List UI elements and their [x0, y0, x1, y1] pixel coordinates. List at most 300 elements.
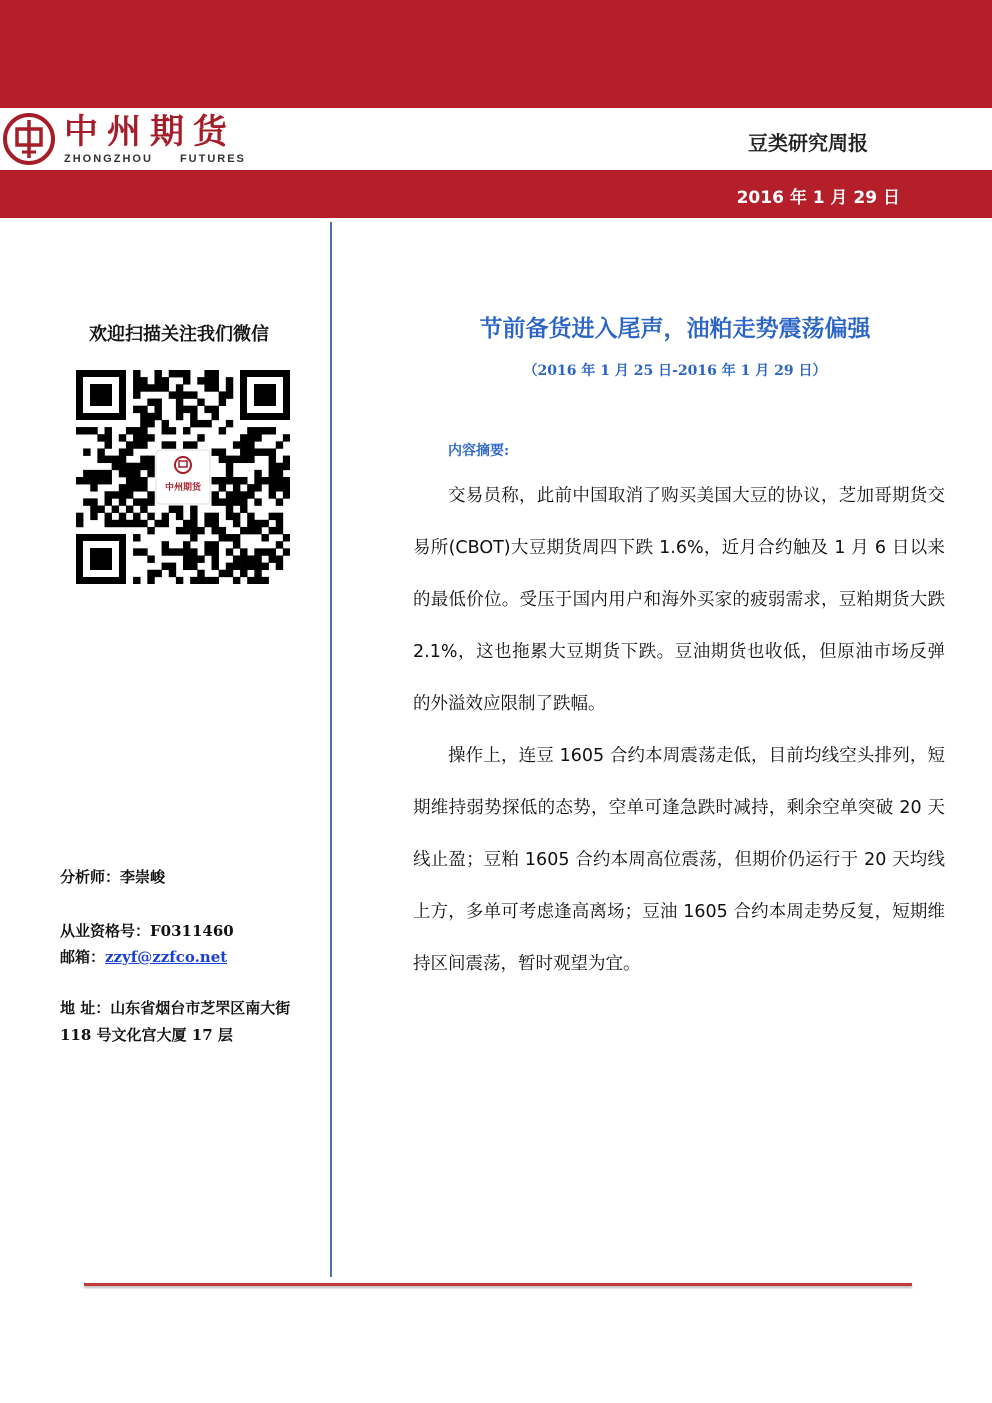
qr-module — [97, 434, 104, 441]
qr-module — [212, 448, 219, 455]
qr-module — [212, 370, 219, 377]
qr-module — [269, 484, 276, 491]
qr-module — [147, 555, 154, 562]
qr-module — [190, 406, 197, 413]
summary-label: 内容摘要: — [448, 443, 510, 459]
qr-module — [283, 456, 290, 463]
qr-logo-text: 中州期货 — [164, 483, 202, 493]
qr-module — [254, 527, 261, 534]
qr-module — [176, 399, 183, 406]
license-line — [60, 920, 234, 941]
qr-module — [105, 470, 112, 477]
qr-module — [169, 506, 176, 513]
qr-module — [283, 491, 290, 498]
qr-module — [105, 498, 112, 505]
qr-module — [176, 506, 183, 513]
qr-module — [105, 441, 112, 448]
qr-module — [247, 527, 254, 534]
qr-module — [190, 555, 197, 562]
qr-module — [162, 520, 169, 527]
qr-module — [233, 441, 240, 448]
qr-module — [169, 548, 176, 555]
qr-module — [190, 391, 197, 398]
qr-module — [183, 406, 190, 413]
qr-module — [240, 498, 247, 505]
qr-module — [140, 427, 147, 434]
qr-module — [240, 570, 247, 577]
qr-module — [90, 470, 97, 477]
qr-module — [176, 406, 183, 413]
qr-module — [119, 463, 126, 470]
qr-module — [119, 513, 126, 520]
qr-module — [97, 477, 104, 484]
qr-module — [240, 477, 247, 484]
qr-module — [226, 570, 233, 577]
qr-module — [190, 413, 197, 420]
qr-module — [197, 555, 204, 562]
qr-module — [83, 498, 90, 505]
qr-module — [219, 527, 226, 534]
qr-module — [183, 370, 190, 377]
qr-module — [276, 470, 283, 477]
qr-module — [105, 520, 112, 527]
qr-module — [283, 534, 290, 541]
qr-module — [254, 470, 261, 477]
qr-module — [105, 513, 112, 520]
qr-module — [204, 520, 211, 527]
qr-module — [247, 491, 254, 498]
qr-module — [254, 477, 261, 484]
qr-module — [254, 577, 261, 584]
qr-module — [269, 548, 276, 555]
qr-module — [119, 470, 126, 477]
qr-module — [240, 434, 247, 441]
analyst-line — [60, 866, 165, 887]
qr-module — [183, 548, 190, 555]
qr-module — [112, 456, 119, 463]
qr-module — [269, 491, 276, 498]
qr-module — [140, 413, 147, 420]
qr-module — [76, 520, 83, 527]
qr-module — [261, 534, 268, 541]
qr-module — [169, 427, 176, 434]
qr-module — [133, 391, 140, 398]
qr-module — [154, 377, 161, 384]
qr-module — [97, 470, 104, 477]
qr-module — [154, 413, 161, 420]
qr-module — [112, 491, 119, 498]
qr-module — [154, 370, 161, 377]
qr-module — [212, 491, 219, 498]
qr-module — [183, 555, 190, 562]
address-label: 地 址： — [60, 999, 111, 1017]
qr-module — [140, 463, 147, 470]
qr-module — [83, 477, 90, 484]
qr-module — [276, 555, 283, 562]
report-type-title: 豆类研究周报 — [748, 131, 868, 155]
qr-module — [119, 491, 126, 498]
qr-module — [190, 577, 197, 584]
sidebar — [0, 222, 330, 1282]
qr-module — [83, 427, 90, 434]
qr-module — [219, 448, 226, 455]
qr-module — [283, 548, 290, 555]
qr-module — [183, 377, 190, 384]
qr-module — [176, 527, 183, 534]
qr-module — [204, 420, 211, 427]
qr-module — [119, 484, 126, 491]
qr-module — [204, 370, 211, 377]
qr-module — [212, 555, 219, 562]
qr-module — [162, 377, 169, 384]
qr-module — [197, 399, 204, 406]
wechat-qr-code — [76, 370, 290, 584]
qr-module — [133, 477, 140, 484]
qr-module — [126, 427, 133, 434]
qr-module — [147, 513, 154, 520]
qr-module — [219, 498, 226, 505]
qr-module — [212, 520, 219, 527]
qr-module — [219, 391, 226, 398]
qr-module — [240, 555, 247, 562]
qr-module — [204, 541, 211, 548]
qr-module — [283, 477, 290, 484]
qr-module — [219, 456, 226, 463]
qr-module — [133, 498, 140, 505]
qr-module — [212, 377, 219, 384]
qr-module — [119, 520, 126, 527]
qr-module — [190, 506, 197, 513]
qr-module — [76, 427, 83, 434]
qr-module — [197, 377, 204, 384]
qr-module — [240, 448, 247, 455]
qr-module — [105, 456, 112, 463]
qr-module — [226, 548, 233, 555]
qr-module — [233, 491, 240, 498]
qr-module — [233, 498, 240, 505]
qr-module — [247, 456, 254, 463]
qr-module — [140, 420, 147, 427]
qr-module — [247, 441, 254, 448]
qr-module — [226, 534, 233, 541]
qr-module — [204, 384, 211, 391]
email-line — [60, 946, 227, 967]
qr-module — [219, 570, 226, 577]
footer-rule — [84, 1283, 912, 1286]
qr-module — [212, 527, 219, 534]
qr-module — [233, 534, 240, 541]
company-emblem-icon — [2, 112, 56, 166]
qr-module — [133, 513, 140, 520]
summary-paragraph-2: 操作上，连豆 1605 合约本周震荡走低，目前均线空头排列，短期维持弱势探低的态势，空单可逢急跌时减持，剩余空单突破 20 天线止盈；豆粕 1605 合约本周高位震荡，但期价仍运行于 20 天均线上方，多单可考虑逢高离场；豆油 1605 合约本周走势反复，短期维持区间震荡，暂时观望为宜。 — [413, 746, 945, 974]
qr-module — [90, 513, 97, 520]
qr-module — [105, 427, 112, 434]
qr-module — [147, 399, 154, 406]
qr-module — [190, 420, 197, 427]
qr-module — [233, 477, 240, 484]
qr-module — [133, 370, 140, 377]
qr-module — [276, 498, 283, 505]
qr-module — [269, 477, 276, 484]
qr-module — [226, 456, 233, 463]
qr-module — [126, 463, 133, 470]
qr-module — [219, 399, 226, 406]
qr-code-image — [76, 370, 290, 584]
qr-module — [269, 555, 276, 562]
qr-module — [204, 406, 211, 413]
qr-module — [147, 498, 154, 505]
qr-module — [276, 541, 283, 548]
qr-module — [190, 534, 197, 541]
qr-module — [247, 484, 254, 491]
qr-module — [147, 570, 154, 577]
qr-module — [226, 477, 233, 484]
qr-module — [133, 441, 140, 448]
qr-module — [254, 548, 261, 555]
qr-module — [254, 448, 261, 455]
qr-module — [140, 484, 147, 491]
qr-module — [276, 513, 283, 520]
qr-module — [183, 520, 190, 527]
qr-module — [212, 541, 219, 548]
qr-module — [226, 384, 233, 391]
qr-module — [254, 484, 261, 491]
qr-module — [147, 434, 154, 441]
qr-module — [269, 463, 276, 470]
qr-module — [204, 577, 211, 584]
qr-module — [219, 477, 226, 484]
qr-module — [233, 513, 240, 520]
qr-module — [276, 527, 283, 534]
address-text: 山东省烟台市芝罘区南大街 118 号文化宫大厦 17 层 — [60, 999, 291, 1044]
qr-module — [140, 498, 147, 505]
qr-module — [197, 420, 204, 427]
wechat-title: 欢迎扫描关注我们微信 — [89, 324, 269, 345]
qr-module — [90, 484, 97, 491]
qr-module — [226, 391, 233, 398]
qr-module — [176, 391, 183, 398]
qr-module — [126, 520, 133, 527]
qr-module — [190, 520, 197, 527]
qr-module — [140, 506, 147, 513]
qr-module — [233, 541, 240, 548]
qr-module — [183, 391, 190, 398]
qr-module — [269, 527, 276, 534]
qr-module — [147, 384, 154, 391]
qr-module — [140, 456, 147, 463]
qr-module — [133, 406, 140, 413]
header-date-band — [0, 170, 992, 218]
qr-module — [133, 520, 140, 527]
qr-module — [90, 477, 97, 484]
qr-module — [212, 413, 219, 420]
qr-module — [147, 413, 154, 420]
email-link[interactable]: zzyf@zzfco.net — [105, 948, 228, 966]
qr-module — [276, 484, 283, 491]
company-logo — [2, 110, 252, 168]
qr-module — [154, 520, 161, 527]
qr-module — [190, 563, 197, 570]
qr-module — [147, 420, 154, 427]
qr-module — [212, 577, 219, 584]
qr-module — [226, 420, 233, 427]
qr-module — [90, 498, 97, 505]
qr-module — [233, 577, 240, 584]
qr-finder-bottom-left — [76, 534, 126, 584]
qr-module — [269, 470, 276, 477]
qr-module — [97, 448, 104, 455]
qr-module — [261, 577, 268, 584]
qr-module — [197, 570, 204, 577]
qr-module — [212, 513, 219, 520]
qr-module — [233, 456, 240, 463]
qr-module — [261, 563, 268, 570]
qr-module — [247, 448, 254, 455]
qr-module — [254, 427, 261, 434]
qr-module — [169, 563, 176, 570]
qr-module — [154, 399, 161, 406]
report-date: 2016 年 1 月 29 日 — [736, 188, 900, 208]
address-line — [60, 995, 322, 1049]
qr-module — [133, 377, 140, 384]
email-label: 邮箱： — [60, 948, 106, 966]
qr-module — [254, 498, 261, 505]
qr-center-logo — [156, 450, 210, 504]
qr-module — [226, 491, 233, 498]
qr-module — [126, 484, 133, 491]
qr-module — [126, 491, 133, 498]
qr-module — [212, 498, 219, 505]
qr-module — [140, 377, 147, 384]
qr-module — [119, 498, 126, 505]
qr-module — [162, 563, 169, 570]
qr-module — [226, 498, 233, 505]
qr-module — [176, 413, 183, 420]
qr-module — [261, 520, 268, 527]
qr-module — [126, 448, 133, 455]
qr-module — [76, 477, 83, 484]
qr-module — [283, 484, 290, 491]
qr-module — [140, 477, 147, 484]
qr-module — [190, 527, 197, 534]
qr-module — [112, 463, 119, 470]
qr-module — [219, 534, 226, 541]
qr-module — [133, 577, 140, 584]
qr-module — [247, 513, 254, 520]
qr-module — [183, 527, 190, 534]
qr-module — [105, 434, 112, 441]
qr-module — [169, 370, 176, 377]
qr-module — [147, 456, 154, 463]
qr-module — [197, 527, 204, 534]
qr-module — [133, 534, 140, 541]
qr-module — [90, 427, 97, 434]
qr-module — [240, 527, 247, 534]
qr-module — [183, 441, 190, 448]
qr-module — [140, 384, 147, 391]
qr-module — [162, 427, 169, 434]
qr-module — [233, 484, 240, 491]
qr-module — [240, 441, 247, 448]
qr-module — [147, 491, 154, 498]
qr-module — [247, 577, 254, 584]
report-headline: 节前备货进入尾声，油粕走势震荡偏强 — [479, 315, 871, 342]
qr-module — [276, 463, 283, 470]
qr-module — [190, 548, 197, 555]
qr-finder-top-right — [240, 370, 290, 420]
qr-module — [219, 484, 226, 491]
qr-module — [154, 570, 161, 577]
analyst-name: 李崇峻 — [120, 868, 166, 886]
qr-module — [261, 427, 268, 434]
qr-module — [276, 477, 283, 484]
qr-module — [97, 456, 104, 463]
qr-module — [83, 470, 90, 477]
qr-module — [261, 548, 268, 555]
qr-module — [133, 463, 140, 470]
summary-body — [413, 470, 945, 990]
header-top-band — [0, 0, 992, 108]
qr-module — [154, 384, 161, 391]
qr-module — [140, 406, 147, 413]
qr-module — [226, 470, 233, 477]
qr-module — [269, 513, 276, 520]
qr-module — [190, 513, 197, 520]
qr-module — [90, 506, 97, 513]
qr-module — [133, 434, 140, 441]
qr-module — [147, 470, 154, 477]
logo-chinese-name: 中州期货 — [64, 112, 236, 152]
qr-module — [176, 384, 183, 391]
qr-module — [254, 570, 261, 577]
qr-module — [162, 384, 169, 391]
qr-module — [154, 406, 161, 413]
qr-module — [176, 577, 183, 584]
qr-module — [126, 506, 133, 513]
qr-module — [176, 513, 183, 520]
qr-module — [240, 491, 247, 498]
qr-module — [169, 391, 176, 398]
qr-module — [226, 463, 233, 470]
qr-module — [162, 420, 169, 427]
qr-module — [247, 563, 254, 570]
qr-module — [176, 370, 183, 377]
qr-module — [226, 563, 233, 570]
qr-module — [140, 434, 147, 441]
license-label: 从业资格号： — [60, 922, 151, 940]
qr-module — [240, 548, 247, 555]
qr-module — [190, 441, 197, 448]
qr-module — [254, 555, 261, 562]
qr-module — [204, 377, 211, 384]
qr-module — [204, 513, 211, 520]
qr-module — [197, 577, 204, 584]
qr-module — [226, 377, 233, 384]
qr-module — [162, 513, 169, 520]
qr-module — [112, 520, 119, 527]
qr-module — [169, 441, 176, 448]
qr-module — [105, 491, 112, 498]
qr-module — [197, 434, 204, 441]
qr-module — [126, 470, 133, 477]
qr-module — [276, 563, 283, 570]
qr-module — [212, 563, 219, 570]
analyst-label: 分析师： — [60, 868, 121, 886]
qr-module — [226, 513, 233, 520]
qr-module — [105, 477, 112, 484]
qr-module — [147, 527, 154, 534]
qr-module — [254, 434, 261, 441]
